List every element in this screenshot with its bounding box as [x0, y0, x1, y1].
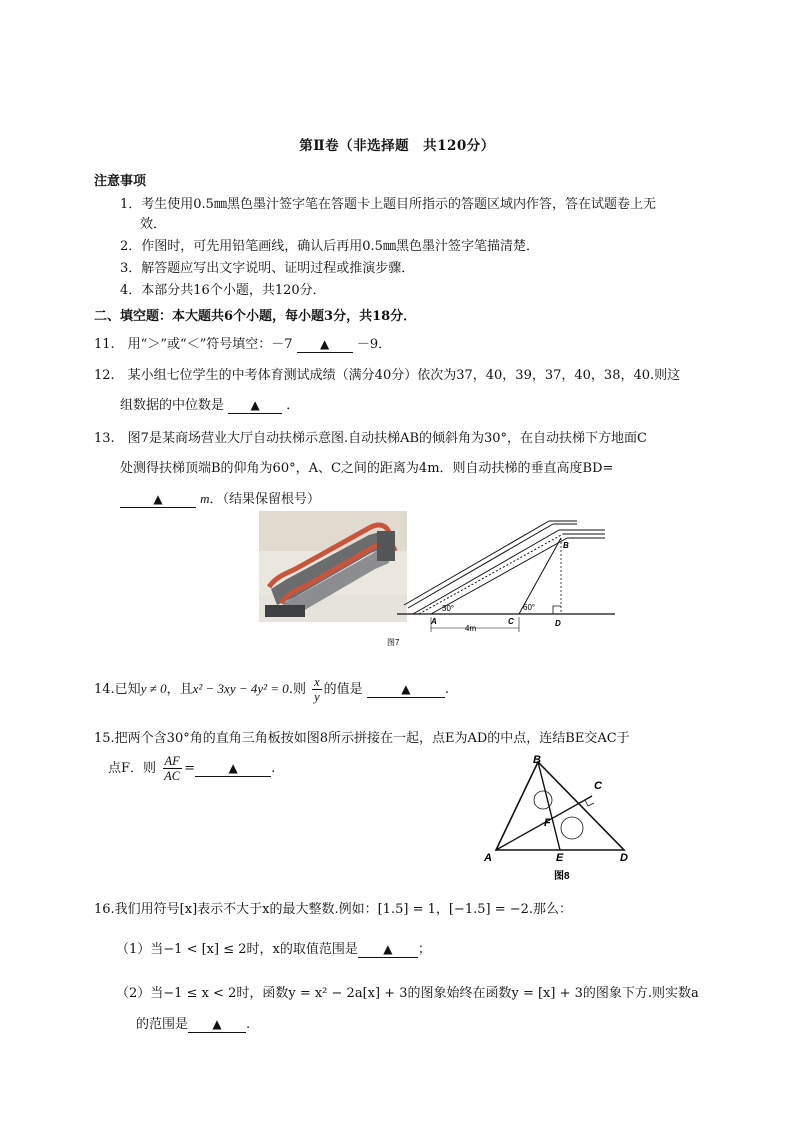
question-11: [94, 333, 391, 353]
fig8-label-D: D: [620, 852, 628, 864]
q11-text-end: －9．: [356, 337, 392, 352]
q16-part2-answer-blank[interactable]: [188, 1017, 246, 1033]
question-12-line2: [120, 394, 299, 414]
fig7-caption: 图7: [387, 638, 400, 647]
escalator-photo: [259, 511, 407, 622]
answer-marker-icon: ▲: [153, 492, 163, 506]
q14-numerator: x: [314, 675, 320, 689]
q14-text-mid: ，且: [166, 682, 193, 697]
q13-answer-blank[interactable]: [120, 492, 196, 508]
fig7-label-B: B: [563, 541, 569, 550]
answer-marker-icon: ▲: [250, 398, 260, 412]
fig8-label-F: F: [544, 817, 551, 829]
section-title: 第Ⅱ卷（非选择题 共120分）: [299, 138, 495, 154]
figure-8: [480, 752, 642, 886]
q15-denominator: AC: [164, 769, 181, 783]
q14-condition: y ≠ 0: [140, 681, 167, 696]
fig8-caption: 图8: [554, 871, 570, 882]
fig7-angle-60: 60°: [523, 603, 536, 612]
question-16-line1: 16.我们用符号[x]表示不大于x的最大整数.例如：[1.5] = 1，[−1.5] = −2.那么：: [94, 902, 573, 917]
q14-answer-blank[interactable]: [367, 682, 445, 698]
q11-answer-blank[interactable]: [297, 337, 353, 353]
fig7-label-C: C: [508, 617, 514, 626]
q12-text-end: ．: [286, 398, 300, 413]
fig8-label-C: C: [594, 780, 602, 792]
answer-marker-icon: ▲: [383, 942, 393, 956]
note-item-1: 1．考生使用0.5㎜黑色墨汁签字笔在答题卡上题目所指示的答题区域内作答，答在试题卷上无: [120, 197, 656, 212]
q14-denominator: y: [314, 690, 320, 704]
fig8-label-A: A: [484, 852, 492, 864]
q14-text-then: .则: [288, 682, 306, 697]
section-heading: 二、填空题：本大题共6个小题，每小题3分，共18分．: [94, 309, 417, 324]
q15-numerator: AF: [164, 754, 180, 768]
q11-text: 11. 用“＞”或“＜”符号填空：－7: [94, 337, 293, 352]
question-16-part2-line2: [136, 1013, 250, 1033]
question-16-part1: [116, 938, 431, 958]
note-item-3: 3．解答题应写出文字说明、证明过程或推演步骤．: [120, 261, 415, 276]
note-item-1-cont: 效．: [140, 217, 167, 232]
answer-marker-icon: ▲: [228, 761, 238, 775]
question-13-line1: 13. 图7是某商场营业大厅自动扶梯示意图.自动扶梯AB的倾斜角为30°，在自动扶梯下方地面C: [94, 431, 648, 446]
q14-text-post: 的值是: [323, 682, 363, 697]
fig7-label-A: A: [431, 617, 437, 626]
q14-text: 14.已知: [94, 682, 141, 697]
q15-fraction: [162, 754, 182, 783]
q15-text-end: .: [271, 761, 276, 776]
q16-part1-answer-blank[interactable]: [358, 942, 418, 958]
note-item-2: 2．作图时，可先用铅笔画线，确认后再用0.5㎜黑色墨汁签字笔描清楚．: [120, 239, 539, 254]
q14-fraction: [312, 675, 322, 704]
answer-marker-icon: ▲: [320, 337, 330, 351]
q12-text: 组数据的中位数是: [120, 398, 225, 413]
notes-heading: 注意事项: [94, 174, 147, 189]
question-15-line1: 15.把两个含30°角的直角三角板按如图8所示拼接在一起，点E为AD的中点，连结BE交AC于: [94, 731, 630, 746]
question-13-line3: [120, 488, 320, 508]
fig8-label-E: E: [556, 852, 564, 864]
q14-text-end: .: [444, 682, 449, 697]
question-13-line2: 处测得扶梯顶端B的仰角为60°，A、C之间的距离为4m．则自动扶梯的垂直高度BD=: [120, 461, 614, 476]
question-12-line1: 12. 某小组七位学生的中考体育测试成绩（满分40分）依次为37，40，39，37，40，38，40.则这: [94, 368, 681, 383]
q15-answer-blank[interactable]: [195, 761, 271, 777]
q16-part1-text: （1）当−1 < [x] ≤ 2时，x的取值范围是: [116, 942, 358, 957]
fig7-label-D: D: [555, 619, 561, 628]
fig7-angle-30: 30°: [442, 604, 455, 613]
answer-marker-icon: ▲: [212, 1017, 222, 1031]
question-14: [94, 675, 449, 704]
answer-marker-icon: ▲: [401, 682, 411, 696]
q16-part2-text-end: .: [246, 1017, 251, 1032]
q15-equals: =: [184, 761, 196, 776]
q16-part2-text: 的范围是: [136, 1017, 189, 1032]
figure-7: [387, 518, 617, 652]
fig8-label-B: B: [533, 754, 541, 766]
q13-text-end: ．（结果保留根号）: [209, 492, 321, 507]
q14-equation: x² − 3xy − 4y² = 0: [192, 681, 289, 696]
q13-unit: m: [200, 491, 210, 506]
question-16-part2-line1: （2）当−1 ≤ x < 2时，函数y = x² − 2a[x] + 3的图象始终在函数y = [x] + 3的图象下方.则实数a: [116, 986, 699, 1001]
note-item-4: 4．本部分共16个小题，共120分．: [120, 283, 326, 298]
q15-text: 点F．则: [108, 761, 157, 776]
q12-answer-blank[interactable]: [228, 398, 282, 414]
q16-part1-text-end: ；: [417, 942, 431, 957]
question-15-line2: [108, 754, 275, 783]
fig7-distance: 4m: [465, 624, 477, 633]
